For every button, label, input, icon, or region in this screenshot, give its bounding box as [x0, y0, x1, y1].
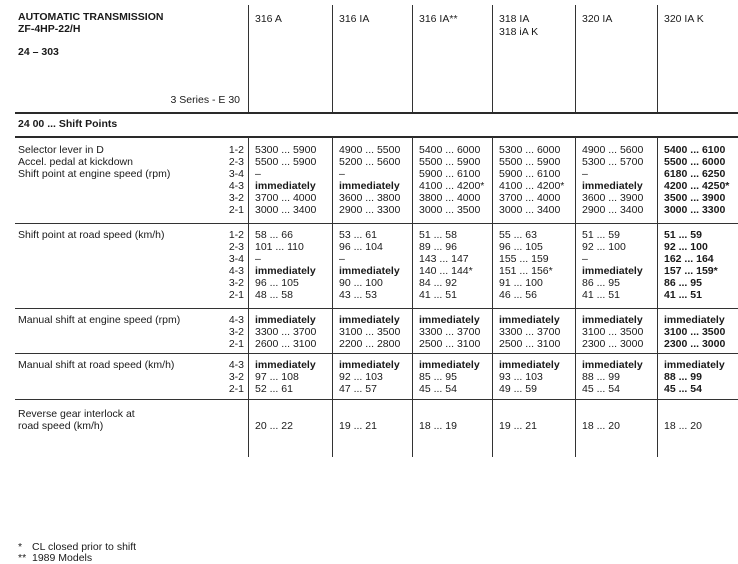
cell-value: 3000 ... 3400	[255, 204, 317, 216]
column-header-line-1: 316 A	[255, 13, 282, 25]
cell-value: immediately	[255, 180, 316, 192]
cell-value: 3700 ... 4000	[499, 192, 561, 204]
table-cell	[419, 144, 484, 216]
cell-value: 3100 ... 3500	[339, 326, 401, 338]
cell-value: 162 ... 164	[664, 253, 714, 265]
column-divider	[248, 137, 249, 457]
table-cell	[664, 359, 725, 395]
header-column-divider	[412, 5, 413, 112]
table-cell	[664, 420, 702, 432]
cell-value: immediately	[582, 180, 643, 192]
table-cell	[664, 144, 729, 216]
cell-value: 2300 ... 3000	[664, 338, 726, 350]
cell-value: 2600 ... 3100	[255, 338, 317, 350]
table-cell	[339, 144, 400, 216]
cell-value: 52 ... 61	[255, 383, 293, 395]
cell-value: 101 ... 110	[255, 241, 304, 253]
cell-value: 18 ... 20	[664, 420, 702, 432]
column-divider	[657, 137, 658, 457]
cell-value: 5500 ... 5900	[499, 156, 561, 168]
cell-value: immediately	[664, 359, 725, 371]
cell-value: 20 ... 22	[255, 420, 293, 432]
table-cell	[255, 359, 316, 395]
table-cell	[499, 359, 560, 395]
cell-value: –	[255, 253, 261, 265]
cell-value: immediately	[339, 180, 400, 192]
column-header-line-1: 316 IA	[339, 13, 370, 25]
column-divider	[575, 137, 576, 457]
table-cell	[255, 314, 316, 350]
table-cell	[582, 420, 620, 432]
document-number: 24 – 303	[18, 46, 59, 58]
cell-value: immediately	[419, 314, 480, 326]
cell-value: 5900 ... 6100	[499, 168, 561, 180]
table-cell	[419, 359, 480, 395]
cell-value: 151 ... 156*	[499, 265, 553, 277]
cell-value: 92 ... 100	[664, 241, 708, 253]
table-cell	[582, 359, 643, 395]
cell-value: 97 ... 108	[255, 371, 299, 383]
cell-value: 91 ... 100	[499, 277, 543, 289]
table-cell	[499, 144, 564, 216]
cell-value: 5500 ... 5900	[419, 156, 481, 168]
cell-value: 86 ... 95	[664, 277, 702, 289]
gear-shift: 1-2	[228, 144, 244, 156]
table-cell	[419, 420, 457, 432]
row-label-line: road speed (km/h)	[18, 420, 104, 432]
cell-value: 19 ... 21	[339, 420, 377, 432]
table-cell	[582, 229, 643, 301]
cell-value: 157 ... 159*	[664, 265, 718, 277]
row-label-line: Manual shift at engine speed (rpm)	[18, 314, 181, 326]
footnote-text: CL closed prior to shift	[32, 541, 137, 553]
cell-value: immediately	[339, 265, 400, 277]
gear-shift-list	[229, 314, 244, 350]
gear-shift: 2-1	[228, 338, 244, 350]
cell-value: 3300 ... 3700	[255, 326, 317, 338]
cell-value: 49 ... 59	[499, 383, 537, 395]
cell-value: 5500 ... 5900	[255, 156, 317, 168]
cell-value: 5500 ... 6000	[664, 156, 726, 168]
cell-value: 3600 ... 3900	[582, 192, 644, 204]
row-label-line: Selector lever in D	[18, 144, 104, 156]
column-header-line-1: 320 IA	[582, 13, 613, 25]
gear-shift: 3-2	[228, 192, 244, 204]
cell-value: 93 ... 103	[499, 371, 543, 383]
cell-value: 2900 ... 3300	[339, 204, 401, 216]
cell-value: 143 ... 147	[419, 253, 469, 265]
cell-value: 4100 ... 4200*	[499, 180, 565, 192]
gear-shift: 4-3	[228, 180, 244, 192]
gear-shift: 2-1	[228, 289, 244, 301]
table-cell	[499, 420, 537, 432]
table-cell	[339, 420, 377, 432]
cell-value: immediately	[499, 314, 560, 326]
cell-value: 3600 ... 3800	[339, 192, 401, 204]
column-divider	[412, 137, 413, 457]
document-title	[18, 11, 163, 35]
cell-value: 96 ... 105	[499, 241, 543, 253]
table-cell	[339, 359, 400, 395]
cell-value: 4200 ... 4250*	[664, 180, 730, 192]
cell-value: 45 ... 54	[419, 383, 457, 395]
cell-value: 3700 ... 4000	[255, 192, 317, 204]
cell-value: 41 ... 51	[419, 289, 457, 301]
cell-value: 45 ... 54	[664, 383, 702, 395]
cell-value: 18 ... 19	[419, 420, 457, 432]
cell-value: 47 ... 57	[339, 383, 377, 395]
footnote-mark: *	[18, 541, 23, 553]
footnote	[18, 552, 92, 564]
cell-value: 96 ... 105	[255, 277, 299, 289]
gear-shift: 4-3	[228, 314, 244, 326]
gear-shift: 3-2	[228, 371, 244, 383]
cell-value: 51 ... 58	[419, 229, 457, 241]
cell-value: 51 ... 59	[582, 229, 620, 241]
cell-value: 19 ... 21	[499, 420, 537, 432]
header-column-divider	[575, 5, 576, 112]
cell-value: 41 ... 51	[582, 289, 620, 301]
cell-value: 3500 ... 3900	[664, 192, 726, 204]
table-cell	[664, 314, 725, 350]
cell-value: 58 ... 66	[255, 229, 293, 241]
header-column-divider	[248, 5, 249, 112]
gear-shift-list	[229, 229, 244, 301]
header-column-divider	[332, 5, 333, 112]
gear-shift: 2-3	[228, 241, 244, 253]
gear-shift: 2-1	[228, 383, 244, 395]
cell-value: 3800 ... 4000	[419, 192, 481, 204]
cell-value: 92 ... 100	[582, 241, 626, 253]
cell-value: –	[582, 168, 588, 180]
row-label-line: Shift point at engine speed (rpm)	[18, 168, 171, 180]
cell-value: 2200 ... 2800	[339, 338, 401, 350]
cell-value: –	[255, 168, 261, 180]
row-label-line: Shift point at road speed (km/h)	[18, 229, 165, 241]
cell-value: 88 ... 99	[582, 371, 620, 383]
cell-value: immediately	[499, 359, 560, 371]
cell-value: 4900 ... 5500	[339, 144, 401, 156]
cell-value: 18 ... 20	[582, 420, 620, 432]
cell-value: 155 ... 159	[499, 253, 549, 265]
cell-value: immediately	[664, 314, 725, 326]
cell-value: 5300 ... 5900	[255, 144, 317, 156]
row-label	[18, 144, 170, 180]
row-label	[18, 314, 180, 326]
table-cell	[255, 229, 316, 301]
cell-value: 3300 ... 3700	[419, 326, 481, 338]
title-line-2: ZF-4HP-22/H	[18, 23, 81, 35]
gear-shift: 4-3	[228, 265, 244, 277]
column-divider	[332, 137, 333, 457]
cell-value: 140 ... 144*	[419, 265, 473, 277]
cell-value: 2500 ... 3100	[499, 338, 561, 350]
column-divider	[492, 137, 493, 457]
footnote-text: 1989 Models	[32, 552, 93, 564]
footnote-mark: **	[18, 552, 27, 564]
cell-value: 5300 ... 5700	[582, 156, 644, 168]
cell-value: immediately	[582, 314, 643, 326]
gear-shift: 3-2	[228, 277, 244, 289]
cell-value: immediately	[255, 359, 316, 371]
cell-value: 89 ... 96	[419, 241, 457, 253]
cell-value: 5400 ... 6000	[419, 144, 481, 156]
column-header	[339, 13, 369, 26]
cell-value: 51 ... 59	[664, 229, 702, 241]
column-header-line-1: 320 IA K	[664, 13, 704, 25]
cell-value: –	[339, 168, 345, 180]
cell-value: 90 ... 100	[339, 277, 383, 289]
column-header-line-1: 318 IA	[499, 13, 530, 25]
cell-value: 2300 ... 3000	[582, 338, 644, 350]
cell-value: 41 ... 51	[664, 289, 702, 301]
gear-shift: 2-1	[228, 204, 244, 216]
row-label-line: Manual shift at road speed (km/h)	[18, 359, 175, 371]
table-cell	[499, 229, 553, 301]
row-label	[18, 408, 135, 432]
cell-value: immediately	[255, 265, 316, 277]
cell-value: immediately	[255, 314, 316, 326]
series-label: 3 Series - E 30	[170, 94, 240, 106]
section-title: 24 00 ... Shift Points	[18, 118, 118, 130]
column-header-line-2: 318 iA K	[499, 26, 539, 38]
cell-value: 3300 ... 3700	[499, 326, 561, 338]
cell-value: 46 ... 56	[499, 289, 537, 301]
row-label-line: Accel. pedal at kickdown	[18, 156, 133, 168]
row-label	[18, 229, 165, 241]
cell-value: 5400 ... 6100	[664, 144, 726, 156]
cell-value: immediately	[339, 359, 400, 371]
column-header	[419, 13, 458, 26]
table-cell	[339, 314, 400, 350]
column-header	[664, 13, 704, 26]
table-cell	[339, 229, 400, 301]
cell-value: 43 ... 53	[339, 289, 377, 301]
cell-value: immediately	[582, 359, 643, 371]
row-label-line: Reverse gear interlock at	[18, 408, 135, 420]
cell-value: 5200 ... 5600	[339, 156, 401, 168]
table-cell	[582, 144, 643, 216]
gear-shift-list	[229, 144, 244, 216]
cell-value: 2900 ... 3400	[582, 204, 644, 216]
gear-shift: 3-4	[228, 168, 244, 180]
cell-value: 53 ... 61	[339, 229, 377, 241]
cell-value: 48 ... 58	[255, 289, 293, 301]
table-cell	[255, 144, 316, 216]
table-cell	[582, 314, 643, 350]
header-column-divider	[492, 5, 493, 112]
row-label	[18, 359, 174, 371]
table-cell	[255, 420, 293, 432]
cell-value: immediately	[339, 314, 400, 326]
title-line-1: AUTOMATIC TRANSMISSION	[18, 11, 164, 23]
cell-value: 88 ... 99	[664, 371, 702, 383]
cell-value: 92 ... 103	[339, 371, 383, 383]
column-header	[582, 13, 612, 26]
cell-value: 96 ... 104	[339, 241, 383, 253]
cell-value: 3000 ... 3500	[419, 204, 481, 216]
gear-shift: 2-3	[228, 156, 244, 168]
cell-value: –	[339, 253, 345, 265]
row-divider	[15, 353, 738, 354]
cell-value: 55 ... 63	[499, 229, 537, 241]
gear-shift: 4-3	[228, 359, 244, 371]
cell-value: 3000 ... 3300	[664, 204, 726, 216]
table-cell	[419, 314, 480, 350]
cell-value: 4100 ... 4200*	[419, 180, 485, 192]
cell-value: 3000 ... 3400	[499, 204, 561, 216]
section-rule	[15, 136, 738, 138]
cell-value: 86 ... 95	[582, 277, 620, 289]
gear-shift: 3-4	[228, 253, 244, 265]
cell-value: 5300 ... 6000	[499, 144, 561, 156]
row-divider	[15, 308, 738, 309]
column-header-line-1: 316 IA**	[419, 13, 458, 25]
header-column-divider	[657, 5, 658, 112]
cell-value: 45 ... 54	[582, 383, 620, 395]
cell-value: immediately	[419, 359, 480, 371]
table-cell	[419, 229, 473, 301]
column-header	[255, 13, 282, 26]
cell-value: 6180 ... 6250	[664, 168, 726, 180]
cell-value: –	[582, 253, 588, 265]
row-divider	[15, 223, 738, 224]
gear-shift: 1-2	[228, 229, 244, 241]
cell-value: 85 ... 95	[419, 371, 457, 383]
column-header	[499, 13, 538, 39]
cell-value: 5900 ... 6100	[419, 168, 481, 180]
cell-value: 3100 ... 3500	[664, 326, 726, 338]
table-cell	[499, 314, 560, 350]
table-cell	[664, 229, 718, 301]
cell-value: immediately	[582, 265, 643, 277]
cell-value: 84 ... 92	[419, 277, 457, 289]
header-rule	[15, 112, 738, 114]
gear-shift-list	[229, 359, 244, 395]
gear-shift: 3-2	[228, 326, 244, 338]
cell-value: 3100 ... 3500	[582, 326, 644, 338]
cell-value: 2500 ... 3100	[419, 338, 481, 350]
row-divider	[15, 399, 738, 400]
cell-value: 4900 ... 5600	[582, 144, 644, 156]
